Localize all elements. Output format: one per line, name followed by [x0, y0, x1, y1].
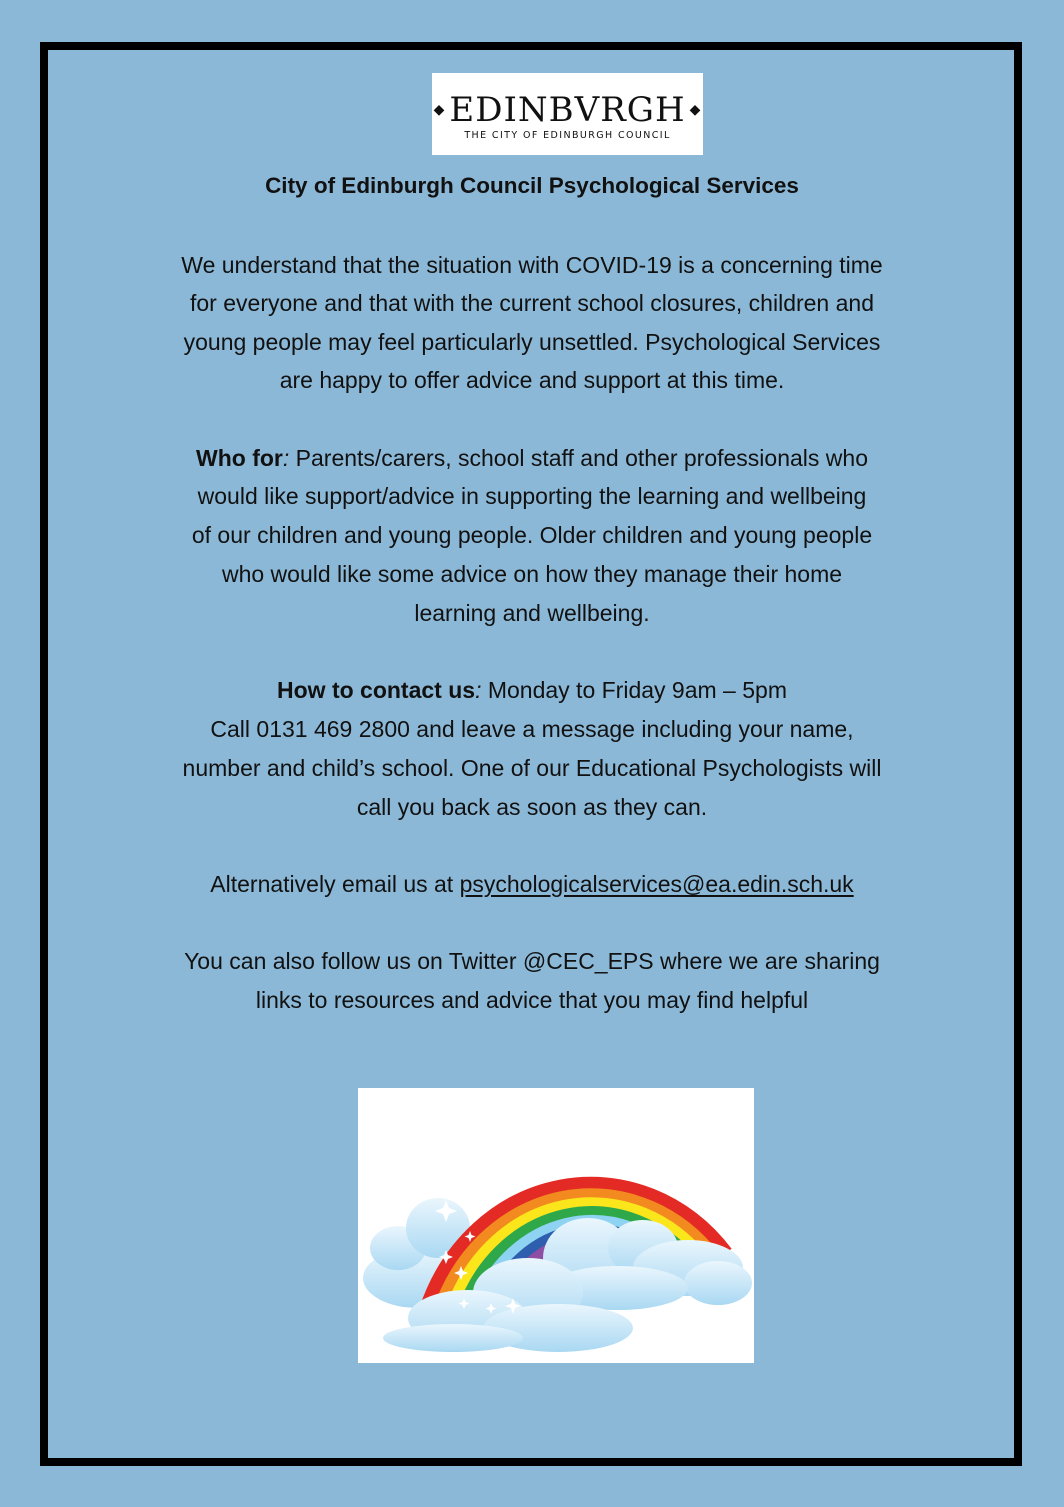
contact-first-line: [0, 676, 1064, 704]
who-for-line: who would like some advice on how they manage their home: [221, 561, 843, 587]
who-for-colon: :: [282, 445, 290, 471]
who-for-label: Who for: [196, 445, 283, 471]
diamond-icon: ◆: [689, 101, 702, 118]
who-for-line: learning and wellbeing.: [414, 600, 650, 626]
logo-wordmark: [433, 89, 702, 130]
email-link[interactable]: psychologicalservices@ea.edin.sch.uk: [459, 871, 854, 897]
who-for-first-line: [0, 444, 1064, 472]
intro-line: We understand that the situation with COVID-19 is a concerning time: [181, 252, 883, 278]
edinburgh-council-logo: [432, 73, 703, 155]
twitter-line: links to resources and advice that you may find helpful: [255, 987, 809, 1013]
who-for-text: Parents/carers, school staff and other professionals who: [289, 445, 868, 471]
email-line: [0, 870, 1064, 898]
rainbow-image: [358, 1088, 754, 1363]
rainbow-with-clouds-icon: [358, 1088, 754, 1363]
logo-main-text: EDINBVRGH: [449, 89, 686, 130]
intro-line: for everyone and that with the current school closures, children and: [190, 290, 874, 316]
contact-colon: :: [475, 677, 482, 703]
contact-line: number and child’s school. One of our Educational Psychologists will: [182, 755, 882, 781]
contact-hours: Monday to Friday 9am – 5pm: [481, 677, 787, 703]
email-prefix: Alternatively email us at: [210, 871, 460, 897]
contact-line: call you back as soon as they can.: [356, 794, 708, 820]
diamond-icon: ◆: [433, 101, 446, 118]
page-title: City of Edinburgh Council Psychological Services: [265, 173, 799, 198]
who-for-line: of our children and young people. Older children and young people: [191, 522, 873, 548]
who-for-line: would like support/advice in supporting the learning and wellbeing: [197, 483, 867, 509]
contact-line: Call 0131 469 2800 and leave a message including your name,: [210, 716, 854, 742]
intro-line: young people may feel particularly unsettled. Psychological Services: [183, 329, 881, 355]
contact-label: How to contact us: [277, 677, 476, 703]
twitter-line: You can also follow us on Twitter @CEC_EPS where we are sharing: [184, 948, 880, 974]
intro-line: are happy to offer advice and support at this time.: [279, 367, 785, 393]
logo-subtitle: THE CITY OF EDINBURGH COUNCIL: [464, 129, 671, 141]
